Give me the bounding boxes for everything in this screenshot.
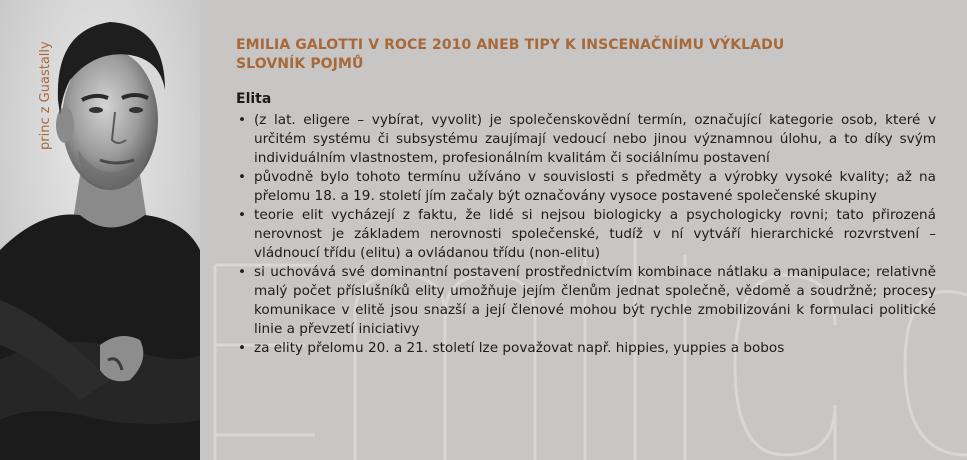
definition-text: teorie elit vycházejí z faktu, že lidé si nejsou biologicky a psychologicky rovni; tato přirozená nerovnost je základem nerovnosti společenské, tudíž v ní vytváří hierarchické rozvrstvení – vládnoucí třídu (elitu) a ovládanou třídu (non-elitu) <box>254 207 936 261</box>
bullet-icon: • <box>238 112 247 128</box>
heading-line-2: SLOVNÍK POJMŮ <box>236 56 364 72</box>
definition-item <box>236 263 936 339</box>
definition-item <box>236 339 936 358</box>
bullet-icon: • <box>238 169 247 185</box>
side-caption <box>38 0 52 150</box>
definition-text: (z lat. eligere – vybírat, vyvolit) je společenskovědní termín, označující kategorie osob, které v určitém systému či subsystému zaujímají vedoucí nebo jinou významnou úlohu, a to díky svým individuálním vlastnostem, profesionálním kvalitám či sociálnímu postavení <box>254 112 936 166</box>
side-caption-text: princ z Guastally <box>38 41 53 150</box>
actor-portrait-photo <box>0 0 200 460</box>
definition-text: za elity přelomu 20. a 21. století lze považovat např. hippies, yuppies a bobos <box>254 340 785 356</box>
bullet-icon: • <box>238 207 247 223</box>
bullet-icon: • <box>238 340 247 356</box>
definition-item <box>236 168 936 206</box>
definition-text: si uchovává své dominantní postavení prostřednictvím kombinace nátlaku a manipulace; relativně malý počet příslušníků elity umožňuje jejím členům jednat společně, vědomě a soudržně; procesy komunikace v elitě jsou snazší a její členové mohou být rychle zmobilizováni k formulaci politické linie a převzetí iniciativy <box>254 264 936 337</box>
definition-item <box>236 111 936 168</box>
glossary-term: Elita <box>236 91 272 107</box>
glossary-content <box>236 36 936 358</box>
definition-item <box>236 206 936 263</box>
page-heading <box>236 36 936 74</box>
heading-line-1: EMILIA GALOTTI V ROCE 2010 ANEB TIPY K INSCENAČNÍMU VÝKLADU <box>236 37 785 53</box>
definition-text: původně bylo tohoto termínu užíváno v souvislosti s předměty a výrobky vysoké kvality; až na přelomu 18. a 19. století jím začaly být označovány vysoce postavené společenské skupiny <box>254 169 936 204</box>
bullet-icon: • <box>238 264 247 280</box>
definition-list <box>236 111 936 358</box>
